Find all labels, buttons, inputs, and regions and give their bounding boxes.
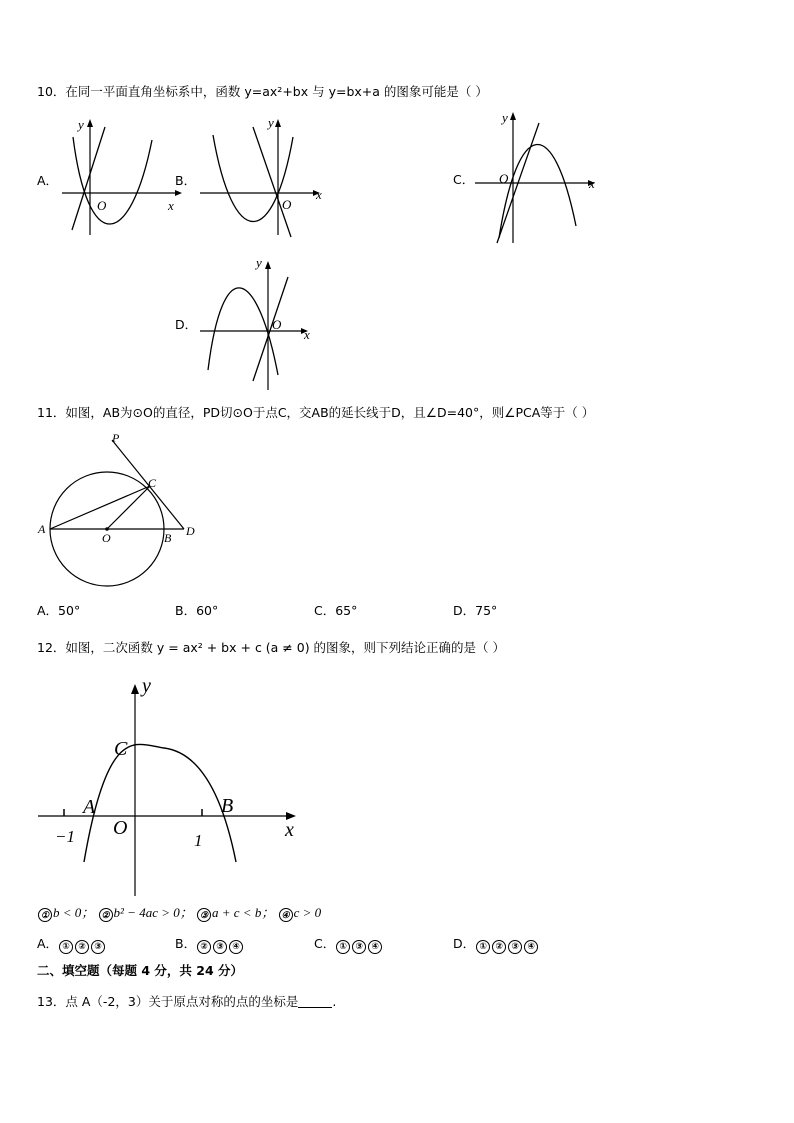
q10-graph-d: [198, 255, 338, 395]
q12-option-d-mark: ④: [524, 940, 538, 954]
q10c-y-label: y: [502, 110, 508, 125]
q12-option-b-mark: ②: [197, 940, 211, 954]
q11-label-a: A: [38, 522, 46, 536]
q10-stem: 10．在同一平面直角坐标系中，函数 y=ax²+bx 与 y=bx+a 的图象可能是（ ）: [37, 84, 488, 99]
q12-option-b-prefix: B．: [175, 936, 197, 951]
q12-label-y: y: [142, 675, 151, 697]
q12-cond-mark-4: ④: [279, 908, 293, 922]
q12-option-c-prefix: C．: [314, 936, 336, 951]
q10b-x-label: x: [316, 187, 322, 202]
q12-option-c-mark: ①: [336, 940, 350, 954]
q12-stem: 12．如图，二次函数 y = ax² + bx + c (a ≠ 0) 的图象，则下列结论正确的是（ ）: [37, 640, 506, 655]
q12-option-d-mark: ②: [492, 940, 506, 954]
q10-option-b-label[interactable]: B．: [175, 173, 197, 188]
q12-option-d-mark: ③: [508, 940, 522, 954]
q10a-y-label: y: [78, 117, 84, 132]
q12-option-a-prefix: A．: [37, 936, 59, 951]
q10d-origin-label: O: [272, 317, 282, 332]
q10-option-a-label[interactable]: A．: [37, 173, 59, 188]
q11-option-c[interactable]: C．65°: [314, 603, 358, 618]
q12-cond-4: c > 0: [293, 905, 322, 920]
q10d-y-label: y: [256, 255, 262, 270]
q12-cond-mark-1: ①: [38, 908, 52, 922]
q12-option-d-prefix: D．: [453, 936, 476, 951]
q12-label-c: C: [114, 738, 128, 760]
section-heading-fill-in: 二、填空题（每题 4 分，共 24 分）: [37, 963, 244, 978]
q10-option-c-label[interactable]: C．: [453, 172, 475, 187]
q10c-x-label: x: [589, 176, 595, 191]
q12-cond-mark-3: ③: [197, 908, 211, 922]
q11-option-d[interactable]: D．75°: [453, 603, 498, 618]
q12-parabola-graph: [36, 672, 316, 902]
q12-label-x: x: [285, 819, 294, 841]
q12-option-a-mark: ①: [59, 940, 73, 954]
q11-option-a[interactable]: A．50°: [37, 603, 81, 618]
q12-cond-3: a + c < b；: [212, 905, 275, 920]
q12-option-a-mark: ②: [75, 940, 89, 954]
q12-option-a-mark: ③: [91, 940, 105, 954]
q10b-y-label: y: [268, 115, 274, 130]
q12-cond-mark-2: ②: [99, 908, 113, 922]
q13-stem: [37, 994, 336, 1010]
q11-option-b[interactable]: B．60°: [175, 603, 219, 618]
q11-label-o: O: [102, 531, 111, 545]
q12-option-a[interactable]: [37, 936, 106, 954]
q10c-origin-label: O: [499, 171, 509, 186]
q11-label-b: B: [164, 531, 172, 545]
q11-label-p: P: [112, 431, 120, 445]
q10a-origin-label: O: [97, 198, 107, 213]
q12-label-a: A: [83, 796, 96, 818]
q12-option-c-mark: ③: [352, 940, 366, 954]
q12-cond-1: b < 0；: [53, 905, 95, 920]
q13-answer-blank[interactable]: [298, 995, 332, 1008]
q13-text-after: .: [332, 994, 337, 1009]
q12-cond-2: b² − 4ac > 0；: [113, 905, 193, 920]
q10-option-d-label[interactable]: D．: [175, 317, 198, 332]
q12-option-d-mark: ①: [476, 940, 490, 954]
q11-stem: 11．如图，AB为⊙O的直径，PD切⊙O于点C，交AB的延长线于D，且∠D=40°，则∠PCA等于（ ）: [37, 405, 595, 420]
q11-label-c: C: [148, 476, 157, 490]
q10a-x-label: x: [168, 198, 174, 213]
q10-graph-b: [198, 115, 338, 240]
q12-label-b: B: [221, 795, 234, 817]
q12-label-o: O: [113, 817, 128, 839]
q12-option-b-mark: ④: [229, 940, 243, 954]
q10-graph-c: [473, 108, 613, 248]
q12-label-neg1: −1: [55, 827, 75, 846]
q12-option-b-mark: ③: [213, 940, 227, 954]
q11-label-d: D: [186, 524, 195, 538]
q12-option-c-mark: ④: [368, 940, 382, 954]
q13-text-before: 13．点 A（-2，3）关于原点对称的点的坐标是: [37, 994, 299, 1009]
q10b-origin-label: O: [282, 197, 292, 212]
q12-option-b[interactable]: [175, 936, 244, 954]
q10d-x-label: x: [304, 327, 310, 342]
q12-option-c[interactable]: [314, 936, 383, 954]
q11-circle-diagram: [36, 430, 236, 590]
q12-conditions: [37, 905, 321, 922]
q10-graph-a: [60, 115, 190, 240]
q12-option-d[interactable]: [453, 936, 539, 954]
q12-label-one: 1: [194, 831, 203, 850]
